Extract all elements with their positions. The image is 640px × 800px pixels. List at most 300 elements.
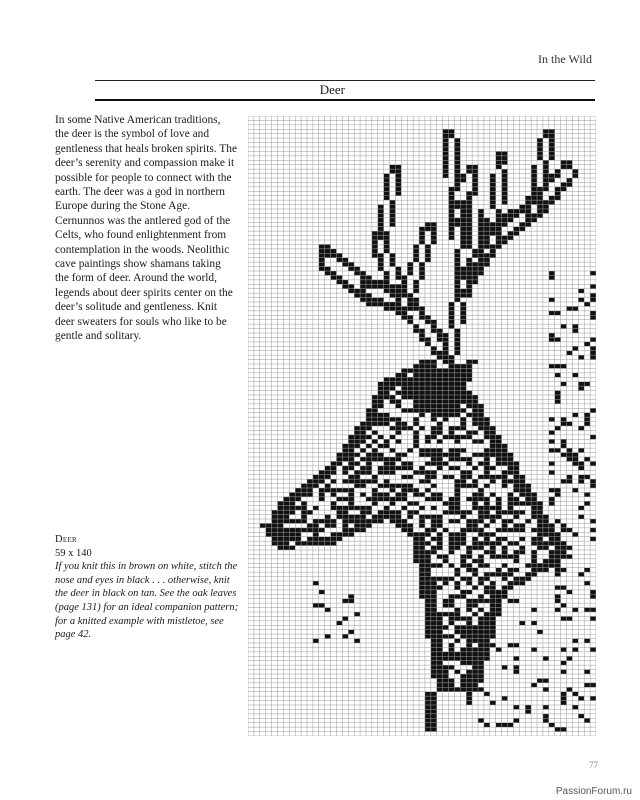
chart-stitch bbox=[490, 253, 496, 257]
chart-stitch bbox=[437, 554, 443, 558]
chart-stitch bbox=[289, 546, 295, 550]
chart-stitch bbox=[395, 510, 401, 514]
chart-stitch bbox=[325, 253, 331, 257]
chart-stitch bbox=[508, 501, 514, 505]
chart-stitch bbox=[449, 364, 455, 368]
chart-stitch bbox=[313, 506, 319, 510]
chart-stitch bbox=[384, 377, 390, 381]
chart-stitch bbox=[460, 311, 466, 315]
chart-stitch bbox=[431, 448, 437, 452]
chart-stitch bbox=[472, 683, 478, 687]
chart-stitch bbox=[449, 391, 455, 395]
chart-stitch bbox=[378, 386, 384, 390]
chart-stitch bbox=[449, 218, 455, 222]
chart-stitch bbox=[384, 280, 390, 284]
chart-stitch bbox=[472, 395, 478, 399]
chart-stitch bbox=[584, 492, 590, 496]
chart-stitch bbox=[454, 165, 460, 169]
chart-stitch bbox=[449, 563, 455, 567]
chart-stitch bbox=[555, 537, 561, 541]
chart-stitch bbox=[277, 541, 283, 545]
chart-stitch bbox=[419, 364, 425, 368]
chart-stitch bbox=[425, 461, 431, 465]
chart-stitch bbox=[449, 577, 455, 581]
chart-stitch bbox=[460, 293, 466, 297]
chart-stitch bbox=[460, 661, 466, 665]
chart-stitch bbox=[472, 528, 478, 532]
chart-stitch bbox=[437, 616, 443, 620]
chart-stitch bbox=[443, 453, 449, 457]
chart-stitch bbox=[366, 457, 372, 461]
chart-stitch bbox=[289, 492, 295, 496]
chart-stitch bbox=[419, 271, 425, 275]
chart-stitch bbox=[431, 360, 437, 364]
chart-stitch bbox=[319, 541, 325, 545]
chart-stitch bbox=[449, 652, 455, 656]
chart-stitch bbox=[354, 484, 360, 488]
chart-stitch bbox=[496, 590, 502, 594]
chart-stitch bbox=[519, 537, 525, 541]
chart-stitch bbox=[449, 497, 455, 501]
chart-stitch bbox=[508, 585, 514, 589]
chart-stitch bbox=[390, 399, 396, 403]
chart-stitch bbox=[378, 466, 384, 470]
chart-stitch bbox=[508, 581, 514, 585]
chart-stitch bbox=[502, 594, 508, 598]
chart-stitch bbox=[443, 683, 449, 687]
chart-stitch bbox=[449, 665, 455, 669]
chart-stitch bbox=[584, 501, 590, 505]
chart-stitch bbox=[555, 572, 561, 576]
chart-stitch bbox=[454, 448, 460, 452]
chart-stitch bbox=[378, 391, 384, 395]
chart-stitch bbox=[431, 616, 437, 620]
chart-stitch bbox=[407, 426, 413, 430]
chart-stitch bbox=[419, 275, 425, 279]
chart-stitch bbox=[466, 227, 472, 231]
chart-stitch bbox=[390, 510, 396, 514]
chart-stitch bbox=[384, 178, 390, 182]
chart-stitch bbox=[496, 537, 502, 541]
chart-stitch bbox=[325, 515, 331, 519]
chart-stitch bbox=[401, 461, 407, 465]
chart-stitch bbox=[519, 209, 525, 213]
chart-stitch bbox=[478, 665, 484, 669]
chart-stitch bbox=[454, 639, 460, 643]
chart-stitch bbox=[478, 417, 484, 421]
chart-stitch bbox=[395, 306, 401, 310]
chart-stitch bbox=[466, 510, 472, 514]
chart-stitch bbox=[549, 271, 555, 275]
chart-stitch bbox=[319, 492, 325, 496]
chart-stitch bbox=[478, 546, 484, 550]
chart-stitch bbox=[449, 315, 455, 319]
chart-stitch bbox=[537, 151, 543, 155]
chart-stitch bbox=[348, 488, 354, 492]
chart-stitch bbox=[513, 523, 519, 527]
chart-stitch bbox=[325, 537, 331, 541]
chart-stitch bbox=[307, 523, 313, 527]
chart-stitch bbox=[437, 519, 443, 523]
chart-stitch bbox=[407, 293, 413, 297]
chart-stitch bbox=[401, 488, 407, 492]
chart-stitch bbox=[590, 594, 596, 598]
chart-stitch bbox=[331, 492, 337, 496]
chart-stitch bbox=[454, 253, 460, 257]
chart-stitch bbox=[431, 399, 437, 403]
chart-stitch bbox=[372, 231, 378, 235]
chart-stitch bbox=[454, 249, 460, 253]
chart-stitch bbox=[331, 271, 337, 275]
chart-stitch bbox=[419, 568, 425, 572]
chart-stitch bbox=[460, 213, 466, 217]
chart-stitch bbox=[543, 178, 549, 182]
chart-stitch bbox=[419, 315, 425, 319]
chart-stitch bbox=[490, 174, 496, 178]
chart-stitch bbox=[502, 484, 508, 488]
chart-stitch bbox=[384, 187, 390, 191]
chart-stitch bbox=[531, 218, 537, 222]
chart-stitch bbox=[384, 289, 390, 293]
chart-stitch bbox=[496, 647, 502, 651]
chart-stitch bbox=[460, 209, 466, 213]
chart-stitch bbox=[567, 178, 573, 182]
chart-stitch bbox=[460, 475, 466, 479]
chart-stitch bbox=[508, 510, 514, 514]
chart-stitch bbox=[549, 523, 555, 527]
chart-stitch bbox=[443, 169, 449, 173]
chart-stitch bbox=[513, 559, 519, 563]
chart-stitch bbox=[401, 523, 407, 527]
chart-stitch bbox=[395, 399, 401, 403]
chart-stitch bbox=[419, 559, 425, 563]
chart-stitch bbox=[584, 581, 590, 585]
chart-stitch bbox=[395, 298, 401, 302]
chart-stitch bbox=[490, 585, 496, 589]
chart-stitch bbox=[325, 475, 331, 479]
chart-stitch bbox=[472, 501, 478, 505]
chart-stitch bbox=[478, 594, 484, 598]
chart-stitch bbox=[313, 479, 319, 483]
chart-stitch bbox=[331, 519, 337, 523]
chart-stitch bbox=[490, 205, 496, 209]
chart-stitch bbox=[354, 289, 360, 293]
chart-stitch bbox=[472, 519, 478, 523]
chart-stitch bbox=[437, 382, 443, 386]
chart-stitch bbox=[401, 519, 407, 523]
chart-stitch bbox=[413, 470, 419, 474]
chart-stitch bbox=[478, 408, 484, 412]
chart-stitch bbox=[454, 581, 460, 585]
chart-stitch bbox=[413, 488, 419, 492]
chart-stitch bbox=[490, 227, 496, 231]
chart-stitch bbox=[336, 258, 342, 262]
chart-stitch bbox=[531, 187, 537, 191]
chart-stitch bbox=[531, 568, 537, 572]
chart-stitch bbox=[543, 541, 549, 545]
chart-stitch bbox=[490, 506, 496, 510]
chart-stitch bbox=[419, 395, 425, 399]
chart-stitch bbox=[513, 466, 519, 470]
chart-stitch bbox=[460, 368, 466, 372]
chart-stitch bbox=[567, 616, 573, 620]
chart-stitch bbox=[413, 430, 419, 434]
chart-stitch bbox=[519, 581, 525, 585]
chart-stitch bbox=[454, 160, 460, 164]
chart-stitch bbox=[401, 492, 407, 496]
chart-stitch bbox=[443, 678, 449, 682]
chart-stitch bbox=[549, 333, 555, 337]
chart-stitch bbox=[508, 470, 514, 474]
chart-stitch bbox=[584, 342, 590, 346]
chart-stitch bbox=[572, 457, 578, 461]
chart-stitch bbox=[460, 391, 466, 395]
chart-stitch bbox=[472, 665, 478, 669]
chart-stitch bbox=[354, 293, 360, 297]
chart-stitch bbox=[295, 519, 301, 523]
chart-stitch bbox=[295, 492, 301, 496]
chart-stitch bbox=[449, 320, 455, 324]
chart-stitch bbox=[348, 528, 354, 532]
chart-stitch bbox=[460, 630, 466, 634]
chart-stitch bbox=[295, 497, 301, 501]
watermark: PassionForum.ru bbox=[555, 786, 632, 797]
chart-stitch bbox=[525, 705, 531, 709]
chart-stitch bbox=[283, 506, 289, 510]
chart-stitch bbox=[502, 196, 508, 200]
chart-stitch bbox=[372, 519, 378, 523]
chart-stitch bbox=[460, 554, 466, 558]
chart-stitch bbox=[472, 417, 478, 421]
chart-stitch bbox=[543, 528, 549, 532]
chart-stitch bbox=[419, 227, 425, 231]
chart-stitch bbox=[295, 541, 301, 545]
chart-stitch bbox=[390, 306, 396, 310]
chart-stitch bbox=[348, 466, 354, 470]
chart-stitch bbox=[431, 709, 437, 713]
chart-stitch bbox=[449, 537, 455, 541]
chart-stitch bbox=[413, 329, 419, 333]
chart-caption bbox=[55, 533, 245, 642]
chart-stitch bbox=[354, 639, 360, 643]
chart-stitch bbox=[484, 515, 490, 519]
chart-stitch bbox=[390, 377, 396, 381]
chart-stitch bbox=[289, 528, 295, 532]
chart-stitch bbox=[460, 205, 466, 209]
chart-stitch bbox=[561, 528, 567, 532]
chart-stitch bbox=[319, 253, 325, 257]
chart-stitch bbox=[460, 267, 466, 271]
chart-stitch bbox=[478, 634, 484, 638]
chart-stitch bbox=[449, 506, 455, 510]
chart-stitch bbox=[425, 532, 431, 536]
chart-stitch bbox=[460, 674, 466, 678]
chart-stitch bbox=[331, 470, 337, 474]
chart-stitch bbox=[407, 461, 413, 465]
chart-stitch bbox=[325, 466, 331, 470]
chart-stitch bbox=[348, 497, 354, 501]
chart-stitch bbox=[561, 568, 567, 572]
chart-stitch bbox=[342, 466, 348, 470]
chart-stitch bbox=[549, 129, 555, 133]
chart-stitch bbox=[437, 368, 443, 372]
chart-stitch bbox=[513, 665, 519, 669]
chart-stitch bbox=[437, 687, 443, 691]
chart-stitch bbox=[454, 205, 460, 209]
chart-stitch bbox=[466, 200, 472, 204]
chart-stitch bbox=[378, 497, 384, 501]
chart-stitch bbox=[466, 639, 472, 643]
chart-stitch bbox=[384, 413, 390, 417]
chart-stitch bbox=[419, 377, 425, 381]
chart-stitch bbox=[449, 360, 455, 364]
chart-stitch bbox=[331, 532, 337, 536]
chart-stitch bbox=[567, 687, 573, 691]
chart-stitch bbox=[395, 417, 401, 421]
chart-stitch bbox=[590, 311, 596, 315]
chart-stitch bbox=[401, 293, 407, 297]
chart-stitch bbox=[584, 639, 590, 643]
chart-stitch bbox=[378, 213, 384, 217]
chart-stitch bbox=[431, 386, 437, 390]
chart-stitch bbox=[472, 422, 478, 426]
chart-stitch bbox=[425, 222, 431, 226]
chart-stitch bbox=[431, 408, 437, 412]
chart-stitch bbox=[437, 541, 443, 545]
chart-stitch bbox=[431, 670, 437, 674]
chart-stitch bbox=[307, 528, 313, 532]
chart-stitch bbox=[531, 572, 537, 576]
chart-stitch bbox=[395, 466, 401, 470]
chart-stitch bbox=[567, 422, 573, 426]
chart-stitch bbox=[478, 497, 484, 501]
chart-stitch bbox=[425, 439, 431, 443]
running-header: In the Wild bbox=[538, 52, 592, 66]
chart-stitch bbox=[407, 368, 413, 372]
chart-stitch bbox=[390, 470, 396, 474]
chart-stitch bbox=[366, 298, 372, 302]
chart-stitch bbox=[348, 630, 354, 634]
chart-stitch bbox=[543, 200, 549, 204]
chart-stitch bbox=[531, 196, 537, 200]
chart-stitch bbox=[519, 546, 525, 550]
chart-stitch bbox=[561, 603, 567, 607]
chart-stitch bbox=[484, 692, 490, 696]
chart-stitch bbox=[478, 492, 484, 496]
chart-stitch bbox=[449, 683, 455, 687]
chart-stitch bbox=[431, 563, 437, 567]
chart-stitch bbox=[567, 479, 573, 483]
chart-stitch bbox=[584, 670, 590, 674]
chart-stitch bbox=[567, 457, 573, 461]
chart-stitch bbox=[531, 191, 537, 195]
chart-stitch bbox=[336, 253, 342, 257]
chart-stitch bbox=[390, 218, 396, 222]
chart-stitch bbox=[519, 475, 525, 479]
chart-stitch bbox=[449, 532, 455, 536]
chart-stitch bbox=[513, 643, 519, 647]
chart-stitch bbox=[425, 315, 431, 319]
page-number: 77 bbox=[589, 760, 598, 770]
chart-stitch bbox=[460, 559, 466, 563]
chart-stitch bbox=[478, 240, 484, 244]
chart-stitch bbox=[413, 324, 419, 328]
chart-stitch bbox=[401, 280, 407, 284]
chart-stitch bbox=[490, 448, 496, 452]
chart-stitch bbox=[437, 678, 443, 682]
chart-stitch bbox=[496, 227, 502, 231]
chart-stitch bbox=[508, 457, 514, 461]
chart-stitch bbox=[543, 563, 549, 567]
chart-stitch bbox=[466, 497, 472, 501]
chart-stitch bbox=[537, 510, 543, 514]
chart-stitch bbox=[431, 346, 437, 350]
chart-stitch bbox=[289, 519, 295, 523]
chart-stitch bbox=[431, 647, 437, 651]
chart-stitch bbox=[407, 306, 413, 310]
chart-stitch bbox=[519, 227, 525, 231]
chart-stitch bbox=[567, 448, 573, 452]
chart-stitch bbox=[378, 484, 384, 488]
chart-stitch bbox=[490, 701, 496, 705]
chart-stitch bbox=[449, 377, 455, 381]
chart-stitch bbox=[472, 262, 478, 266]
chart-stitch bbox=[313, 519, 319, 523]
chart-stitch bbox=[472, 559, 478, 563]
chart-stitch bbox=[449, 408, 455, 412]
chart-stitch bbox=[289, 506, 295, 510]
chart-stitch bbox=[484, 506, 490, 510]
chart-stitch bbox=[454, 652, 460, 656]
chart-stitch bbox=[301, 492, 307, 496]
chart-stitch bbox=[289, 510, 295, 514]
chart-stitch bbox=[549, 417, 555, 421]
chart-stitch bbox=[472, 647, 478, 651]
chart-stitch bbox=[437, 408, 443, 412]
chart-stitch bbox=[425, 594, 431, 598]
chart-stitch bbox=[395, 484, 401, 488]
chart-stitch bbox=[472, 169, 478, 173]
chart-stitch bbox=[413, 289, 419, 293]
chart-stitch bbox=[478, 639, 484, 643]
chart-stitch bbox=[590, 647, 596, 651]
chart-stitch bbox=[454, 333, 460, 337]
chart-stitch bbox=[449, 213, 455, 217]
chart-stitch bbox=[466, 647, 472, 651]
chart-stitch bbox=[313, 523, 319, 527]
chart-stitch bbox=[466, 293, 472, 297]
chart-stitch bbox=[531, 213, 537, 217]
chart-stitch bbox=[513, 550, 519, 554]
chart-stitch bbox=[366, 417, 372, 421]
chart-stitch bbox=[348, 501, 354, 505]
chart-stitch bbox=[472, 670, 478, 674]
chart-stitch bbox=[390, 461, 396, 465]
chart-stitch bbox=[508, 599, 514, 603]
chart-stitch bbox=[425, 244, 431, 248]
chart-stitch bbox=[502, 696, 508, 700]
chart-stitch bbox=[549, 448, 555, 452]
chart-stitch bbox=[466, 240, 472, 244]
chart-stitch bbox=[472, 453, 478, 457]
chart-stitch bbox=[478, 413, 484, 417]
chart-stitch bbox=[419, 572, 425, 576]
chart-stitch bbox=[478, 475, 484, 479]
chart-stitch bbox=[460, 218, 466, 222]
chart-stitch bbox=[449, 386, 455, 390]
chart-stitch bbox=[549, 364, 555, 368]
chart-stitch bbox=[543, 546, 549, 550]
